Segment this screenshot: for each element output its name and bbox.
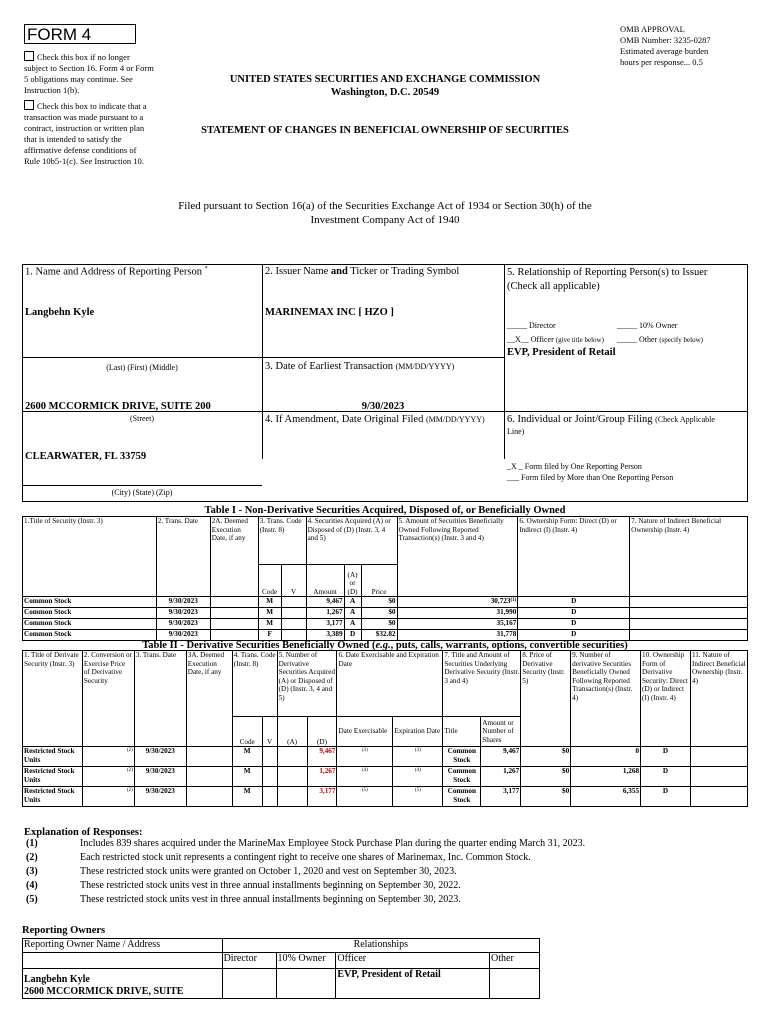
explanation-num: (1) [26,838,38,849]
explanation-num: (5) [26,894,38,905]
table-row [23,597,748,608]
t2-title: Restricted Stock Units [23,787,83,807]
t2-a [277,747,307,767]
t1-nature [630,630,748,641]
t1-owned-value: 30,723 [490,597,511,605]
t2-price: $0 [521,747,571,767]
t2-price: $0 [521,767,571,787]
other-option[interactable]: _____ Other (specify below) [617,335,703,344]
t1-date: 9/30/2023 [156,619,210,630]
director-option[interactable]: _____ Director [507,321,556,330]
t2-deemed [186,747,232,767]
reporting-street: 2600 MCCORMICK DRIVE, SUITE 200 [25,401,211,412]
t1-v [281,597,306,608]
t2-form: D [641,787,691,807]
explanation-item [24,880,744,894]
box1-label: 1. Name and Address of Reporting Person * [25,266,208,278]
t2-sub-code: Code [232,717,262,747]
t2-date: 9/30/2023 [134,787,186,807]
omb-approval: OMB APPROVAL OMB Number: 3235-0287 Estimated average burden hours per response... 0.5 [620,24,711,67]
t2-h-code: 4. Trans. Code (Instr. 8) [232,651,277,717]
owners-col-officer: Officer [336,953,490,969]
t2-conv [82,787,134,807]
t1-title: Common Stock [23,630,157,641]
t2-d: 1,267 [307,767,337,787]
filed-pursuant: Filed pursuant to Section 16(a) of the Securities Exchange Act of 1934 or Section 30(h) of the Investment Company Act of 1940 [178,200,592,226]
name-parts-label: (Last) (First) (Middle) [106,363,178,372]
t2-v [262,747,277,767]
footnote-ref: (4) [414,768,421,773]
t1-amount: 3,177 [306,619,344,630]
t1-nature [630,608,748,619]
earliest-transaction-date: 9/30/2023 [361,401,405,412]
box5-label: 5. Relationship of Reporting Person(s) to Issuer (Check all applicable) [507,267,708,292]
reporting-person-name: Langbehn Kyle [25,307,95,318]
t2-h-price: 8. Price of Derivative Security (Instr. 5) [521,651,571,747]
t1-amount: 9,467 [306,597,344,608]
t1-deemed [210,630,258,641]
t1-code: M [258,608,281,619]
t1-aord: D [344,630,361,641]
reporting-owners-table [22,938,540,999]
reporting-city: CLEARWATER, FL 33759 [25,451,147,462]
issuer-name: MARINEMAX INC [ HZO ] [265,307,394,318]
table2-title: Table II - Derivative Securities Beneficially Owned (e.g., puts, calls, warrants, options, convertible securities) [142,640,628,651]
t1-date: 9/30/2023 [156,630,210,641]
explanation-text: These restricted stock units vest in three annual installments beginning on September 30, 2023. [80,894,461,905]
t2-date-ex [337,787,393,807]
explanation-text: Each restricted stock unit represents a contingent right to receive one shares of Marinemax, Inc. Common Stock. [80,852,531,863]
explanation-item [24,852,744,866]
t2-sub-exp: Expiration Date [393,717,443,747]
officer-title: EVP, President of Retail [507,347,616,358]
t2-h-underlying: 7. Title and Amount of Securities Underlying Derivative Security (Instr. 3 and 4) [443,651,521,717]
checkbox-section16[interactable]: Check this box if no longer subject to Section 16. Form 4 or Form 5 obligations may continue. See Instruction 1(b). [24,52,154,95]
t2-code: M [232,747,262,767]
checkbox-icon[interactable] [24,51,34,61]
t1-deemed [210,608,258,619]
t1-amount: 1,267 [306,608,344,619]
one-person-option[interactable]: _X _ Form filed by One Reporting Person [507,462,642,471]
t1-title: Common Stock [23,608,157,619]
t2-form: D [641,767,691,787]
box3-label: 3. Date of Earliest Transaction (MM/DD/YYYY) [265,361,455,372]
t1-form: D [518,619,630,630]
t1-price: $0 [361,597,397,608]
box2-label: 2. Issuer Name and Ticker or Trading Symbol [265,266,460,277]
t1-sub-code: Code [258,565,281,597]
t1-code: F [258,630,281,641]
t1-price: $32.82 [361,630,397,641]
table1-title: Table I - Non-Derivative Securities Acquired, Disposed of, or Beneficially Owned [204,505,566,516]
table-row [23,767,748,787]
t1-nature [630,619,748,630]
t1-h-form: 6. Ownership Form: Direct (D) or Indirect (I) (Instr. 4) [518,517,630,597]
t1-aord: A [344,619,361,630]
explanation-num: (3) [26,866,38,877]
explanation-heading: Explanation of Responses: [24,827,143,838]
explanation-text: These restricted stock units were granted on October 1, 2020 and vest on September 30, 2023. [80,866,457,877]
t2-h-conv: 2. Conversion or Exercise Price of Derivative Security [82,651,134,747]
t1-sub-aord: (A) or (D) [344,565,361,597]
street-label: (Street) [130,414,154,423]
t2-d: 9,467 [307,747,337,767]
t1-nature [630,597,748,608]
t2-owned: 0 [571,747,641,767]
t1-aord: A [344,608,361,619]
t2-sub-date-ex: Date Exercisable [337,717,393,747]
t1-title: Common Stock [23,597,157,608]
t2-u-amount: 9,467 [481,747,521,767]
t1-owned: 35,167 [397,619,518,630]
t1-h-code: 3. Trans. Code (Instr. 8) [258,517,306,565]
t1-h-date: 2. Trans. Date [156,517,210,597]
t2-exp [393,767,443,787]
non-derivative-table [22,516,748,641]
t2-conv [82,767,134,787]
t2-date-ex [337,747,393,767]
statement-title: STATEMENT OF CHANGES IN BENEFICIAL OWNERSHIP OF SECURITIES [201,125,569,136]
t2-nature [690,787,747,807]
table-row [23,787,748,807]
explanation-item [24,866,744,880]
t1-sub-amount: Amount [306,565,344,597]
t2-sub-title: Title [443,717,481,747]
derivative-table [22,650,748,807]
t2-owned: 1,268 [571,767,641,787]
t2-h-date: 3. Trans. Date [134,651,186,747]
t1-price: $0 [361,608,397,619]
t1-amount: 3,389 [306,630,344,641]
t2-h-form: 10. Ownership Form of Derivative Security: Direct (D) or Indirect (I) (Instr. 4) [641,651,691,747]
t2-v [262,767,277,787]
table-row [23,747,748,767]
box6-label: 6. Individual or Joint/Group Filing (Check Applicable Line) [507,414,715,436]
t1-owned: 31,778 [397,630,518,641]
t2-a [277,767,307,787]
t2-u-title: Common Stock [443,787,481,807]
t2-v [262,787,277,807]
form-title: FORM 4 [24,24,136,44]
t2-sub-v: V [262,717,277,747]
t2-h-number: 5. Number of Derivative Securities Acquired (A) or Disposed of (D) (Instr. 3, 4 and 5) [277,651,337,717]
t2-u-amount: 1,267 [481,767,521,787]
owner-addr: 2600 MCCORMICK DRIVE, SUITE [24,986,184,997]
t2-exp [393,747,443,767]
t2-h-deemed: 3A. Deemed Execution Date, if any [186,651,232,747]
t2-title: Restricted Stock Units [23,747,83,767]
ten-pct-owner-option[interactable]: _____ 10% Owner [617,321,678,330]
officer-option[interactable]: __X__ Officer (give title below) [507,335,604,344]
footnote-ref: (1) [510,598,517,603]
explanation-num: (4) [26,880,38,891]
owner-row [23,969,223,999]
t2-owned: 6,355 [571,787,641,807]
t2-h-nature: 11. Nature of Indirect Beneficial Ownership (Instr. 4) [690,651,747,747]
t1-date: 9/30/2023 [156,597,210,608]
t2-nature [690,767,747,787]
t2-u-title: Common Stock [443,747,481,767]
t1-sub-price: Price [361,565,397,597]
t1-date: 9/30/2023 [156,608,210,619]
t1-form: D [518,608,630,619]
t2-sub-d: (D) [307,717,337,747]
footnote-ref: (2) [126,768,133,773]
t2-sub-a: (A) [277,717,307,747]
owners-col-relationships: Relationships [222,939,539,953]
t2-title: Restricted Stock Units [23,767,83,787]
explanation-text: These restricted stock units vest in three annual installments beginning on September 30, 2022. [80,880,461,891]
owners-col-name: Reporting Owner Name / Address [23,939,223,953]
t2-price: $0 [521,787,571,807]
t2-h-dates: 6. Date Exercisable and Expiration Date [337,651,443,717]
explanation-text: Includes 839 shares acquired under the MarineMax Employee Stock Purchase Plan during the quarter ending March 31, 2023. [80,838,586,849]
t1-code: M [258,619,281,630]
t1-h-owned: 5. Amount of Securities Beneficially Owned Following Reported Transaction(s) (Instr. 3 and 4) [397,517,518,597]
t2-code: M [232,787,262,807]
reporting-owners-heading: Reporting Owners [22,925,106,936]
explanation-section [24,827,744,917]
t1-h-acquired: 4. Securities Acquired (A) or Disposed of (D) (Instr. 3, 4 and 5) [306,517,397,565]
t2-u-title: Common Stock [443,767,481,787]
t2-exp [393,787,443,807]
t2-sub-amount: Amount or Number of Shares [481,717,521,747]
t2-u-amount: 3,177 [481,787,521,807]
box4-label: 4. If Amendment, Date Original Filed (MM/DD/YYYY) [265,414,485,425]
footnote-ref: (5) [414,788,421,793]
t1-sub-v: V [281,565,306,597]
t2-h-owned: 9. Number of derivative Securities Beneficially Owned Following Reported Transaction(s) (Instr. 4) [571,651,641,747]
t1-h-nature: 7. Nature of Indirect Beneficial Ownership (Instr. 4) [630,517,748,597]
explanation-item [24,838,744,852]
footnote-ref: (2) [126,788,133,793]
footnote-ref: (3) [362,748,368,753]
agency-header: UNITED STATES SECURITIES AND EXCHANGE COMMISSION Washington, D.C. 20549 [229,74,541,98]
t2-d: 3,177 [307,787,337,807]
t2-deemed [186,767,232,787]
owner-officer-title: EVP, President of Retail [336,969,490,999]
multi-person-option[interactable]: ___ Form filed by More than One Reporting Person [507,473,674,482]
t1-owned: 31,990 [397,608,518,619]
city-label: (City) (State) (Zip) [111,488,173,497]
t2-deemed [186,787,232,807]
table-row [23,619,748,630]
t1-title: Common Stock [23,619,157,630]
t2-form: D [641,747,691,767]
t1-v [281,619,306,630]
table-row [23,608,748,619]
t1-v [281,630,306,641]
t1-form: D [518,630,630,641]
footnote-ref: (3) [414,748,421,753]
t2-code: M [232,767,262,787]
t1-h-deemed: 2A. Deemed Execution Date, if any [210,517,258,597]
explanation-num: (2) [26,852,38,863]
t2-date-ex [337,767,393,787]
checkbox-rule10b5[interactable]: Check this box to indicate that a transaction was made pursuant to a contract, instruction or written plan that is intended to satisfy the affirmative defense conditions of Rule 10b5-1(c). See Instruction 10. [24,101,147,166]
t1-v [281,608,306,619]
footnote-ref: (2) [126,748,133,753]
t1-h-title: 1.Title of Security (Instr. 3) [23,517,157,597]
checkbox-icon[interactable] [24,100,34,110]
footnote-ref: (5) [362,788,368,793]
t2-date: 9/30/2023 [134,747,186,767]
footnote-ref: (4) [362,768,368,773]
owners-col-ten: 10% Owner [276,953,336,969]
t2-conv [82,747,134,767]
t2-date: 9/30/2023 [134,767,186,787]
t1-deemed [210,597,258,608]
t2-nature [690,747,747,767]
t1-aord: A [344,597,361,608]
t1-deemed [210,619,258,630]
table-row [23,630,748,641]
t1-form: D [518,597,630,608]
t1-code: M [258,597,281,608]
owners-col-director: Director [222,953,276,969]
t2-a [277,787,307,807]
owner-name: Langbehn Kyle [24,974,90,985]
t2-h-title: 1. Title of Derivate Security (Instr. 3) [23,651,83,747]
owners-col-other: Other [490,953,540,969]
explanation-item [24,894,744,908]
t1-price: $0 [361,619,397,630]
t1-owned [397,597,518,608]
